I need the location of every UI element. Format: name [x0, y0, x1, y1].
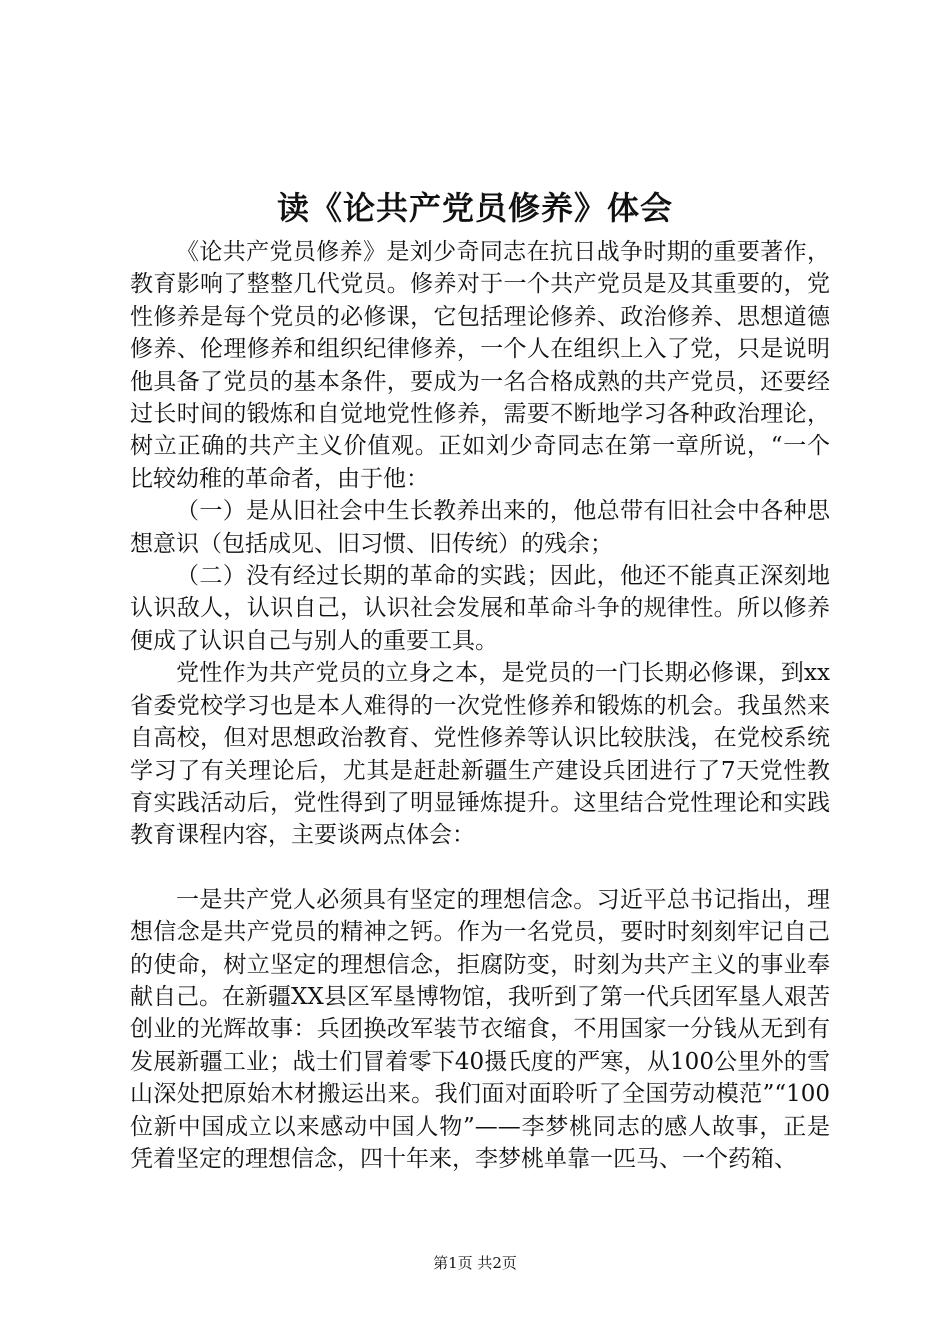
document-body: [130, 236, 830, 1175]
paragraph-party-spirit: 党性作为共产党员的立身之本，是党员的一门长期必修课，到xx省委党校学习也是本人难得的一次党性修养和锻炼的机会。我虽然来自高校，但对思想政治教育、党性修养等认识比较肤浅，在党校系统学习了有关理论后，尤其是赶赴新疆生产建设兵团进行了7天党性教育实践活动后，党性得到了明显锤炼提升。这里结合党性理论和实践教育课程内容，主要谈两点体会：: [130, 660, 830, 849]
paragraph-point-two: （二）没有经过长期的革命的实践；因此，他还不能真正深刻地认识敌人，认识自己，认识社会发展和革命斗争的规律性。所以修养便成了认识自己与别人的重要工具。: [130, 563, 830, 654]
document-title: 读《论共产党员修养》体会: [276, 189, 673, 227]
paragraph-intro: 《论共产党员修养》是刘少奇同志在抗日战争时期的重要著作，教育影响了整整几代党员。修养对于一个共产党员是及其重要的，党性修养是每个党员的必修课，它包括理论修养、政治修养、思想道德修养、伦理修养和组织纪律修养，一个人在组织上入了党，只是说明他具备了党员的基本条件，要成为一名合格成熟的共产党员，还要经过长时间的锻炼和自觉地党性修养，需要不断地学习各种政治理论，树立正确的共产主义价值观。正如刘少奇同志在第一章所说，“一个比较幼稚的革命者，由于他：: [130, 239, 830, 492]
paragraph-point-one: （一）是从旧社会中生长教养出来的，他总带有旧社会中各种思想意识（包括成见、旧习惯、旧传统）的残余；: [130, 498, 830, 557]
page-footer: 第1页 共2页: [433, 1254, 517, 1272]
paragraph-ideals-belief: 一是共产党人必须具有坚定的理想信念。习近平总书记指出，理想信念是共产党员的精神之钙。作为一名党员，要时时刻刻牢记自己的使命，树立坚定的理想信念，拒腐防变，时刻为共产主义的事业奉献自己。在新疆XX县区军垦博物馆，我听到了第一代兵团军垦人艰苦创业的光辉故事：兵团换改军装节衣缩食，不用国家一分钱从无到有发展新疆工业；战士们冒着零下40摄氏度的严寒，从100公里外的雪山深处把原始木材搬运出来。我们面对面聆听了全国劳动模范”“100位新中国成立以来感动中国人物”——李梦桃同志的感人故事，正是凭着坚定的理想信念，四十年来，李梦桃单靠一匹马、一个药箱、: [130, 886, 830, 1172]
